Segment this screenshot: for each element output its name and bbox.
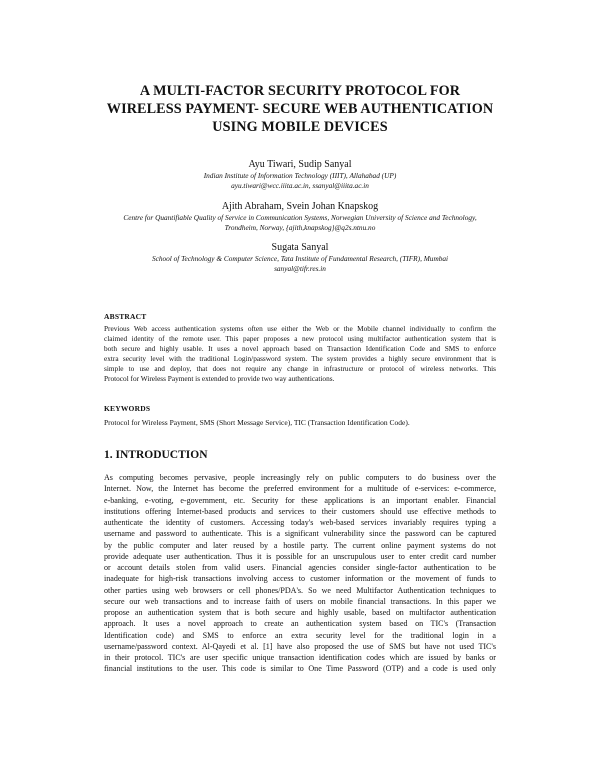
intro-line: As computing becomes pervasive, people increasingly rely on public computers to do business over the (104, 473, 496, 482)
author-block-3 (60, 241, 540, 274)
abstract-line: Previous Web access authentication systems often use either the Web or the Mobile channel individually to confirm the (104, 324, 496, 333)
intro-line: provide adequate user authentication. Thus it is possible for an unscrupulous user to enter credit card number (104, 551, 496, 561)
author-affiliation: Indian Institute of Information Technology (IIIT), Allahabad (UP) (203, 171, 397, 180)
author-names: Ajith Abraham, Svein Johan Knapskog (221, 201, 379, 212)
keywords-heading: KEYWORDS (104, 404, 151, 413)
author-email: ayu.tiwari@wcc.iiita.ac.in, ssanyal@iiita.ac.in (231, 181, 369, 190)
author-names: Ayu Tiwari, Sudip Sanyal (248, 159, 352, 170)
intro-line: username and password to authenticate. This is a significant vulnerability since the password can be captured (104, 529, 496, 539)
introduction-heading: 1. INTRODUCTION (104, 449, 208, 461)
abstract-text (104, 324, 496, 385)
author-block-2 (60, 200, 540, 233)
abstract-heading: ABSTRACT (104, 312, 147, 321)
intro-line: authenticate the identity of customers. Accessing today's web-based services invariably requires typing a (104, 518, 496, 527)
title-line: USING MOBILE DEVICES (212, 119, 388, 135)
abstract-line: Protocol for Wireless Payment is extended to provide two way authentications. (104, 374, 335, 384)
abstract-line: simple to use and deploy, that does not require any change in infrastructure or protocol of wireless networks. This (104, 364, 496, 374)
intro-line: e-banking, e-voting, e-government, etc. Security for these applications is an important enabler. Financial (104, 495, 496, 505)
intro-line: inadequate for high-risk transactions involving access to customer information or the movement of funds to (104, 574, 496, 584)
intro-line: by the public computer and later reused by a hostile party. The current online payment systems do not (104, 540, 496, 550)
intro-line: username/password context. Al-Qayedi et al. [1] have also proposed the use of SMS but have not used TIC's (104, 641, 496, 651)
intro-line: Internet. Now, the Internet has become the preferred environment for a multitude of e-services: e-commerce, (104, 484, 496, 494)
author-email: Trondheim, Norway, {ajith,knapskog}@q2s.ntnu.no (224, 223, 376, 232)
intro-line: institutions offering Internet-based products and services to their customers should use effective methods to (104, 506, 496, 516)
intro-line: other parties using web browsers or cell phones/PDA's. So we need Multifactor Authentication techniques to (104, 585, 496, 595)
abstract-line: extra security level with the traditional Login/password system. The system provides a highly secure environment that is (104, 354, 496, 364)
abstract-line: both secure and highly usable. It uses a novel approach based on Transaction Identification Code and SMS to enforce (104, 344, 496, 354)
paper-title (60, 82, 540, 136)
intro-line: approach. It uses a novel approach to create an authentication system based on TIC's (Transaction (104, 619, 496, 629)
author-affiliation: Centre for Quantifiable Quality of Service in Communication Systems, Norwegian University of Science and Technology, (123, 213, 477, 222)
intro-line: financial institutions to the user. This code is similar to One Time Password (OTP) and a code is used only (104, 664, 496, 674)
intro-line: secure our web transactions and to increase faith of users on mobile financial transactions. In this paper we (104, 596, 496, 606)
abstract-line: claimed identity of the remote user. This paper proposes a new protocol using multifactor authentication system that is (104, 334, 496, 344)
intro-line: in their protocol. TIC's are user specific unique transaction identification codes which are issued by banks or (104, 653, 496, 662)
title-line: WIRELESS PAYMENT- SECURE WEB AUTHENTICATION (106, 101, 494, 117)
intro-line: propose an authentication system that is both secure and highly usable, based on multifactor authentication (104, 608, 496, 617)
title-line: A MULTI-FACTOR SECURITY PROTOCOL FOR (139, 83, 461, 99)
author-block-1 (60, 158, 540, 191)
introduction-text (104, 472, 496, 675)
intro-line: Identification code) and SMS to enforce an extra security level for the traditional login in a (104, 630, 496, 640)
intro-line: or account details stolen from valid users. Financial agencies consider single-factor authentication to be (104, 563, 496, 572)
keywords-text: Protocol for Wireless Payment, SMS (Short Message Service), TIC (Transaction Identification Code). (104, 418, 410, 427)
author-names: Sugata Sanyal (271, 242, 329, 253)
author-email: sanyal@tifr.res.in (274, 264, 326, 273)
author-affiliation: School of Technology & Computer Science, Tata Institute of Fundamental Research, (TIFR), Mumbai (151, 254, 449, 263)
